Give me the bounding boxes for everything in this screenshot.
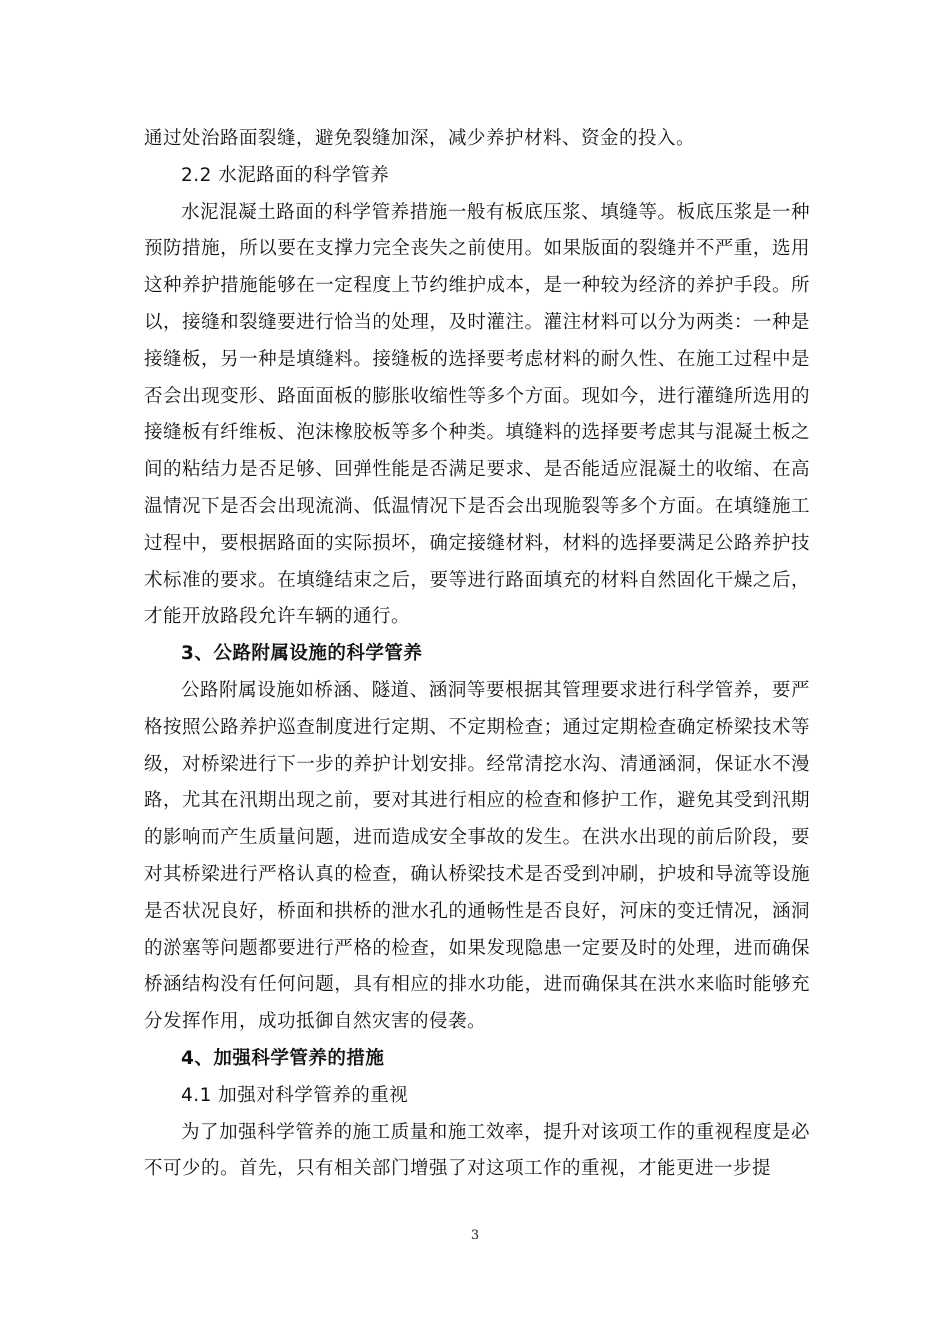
section-heading-3: 3、公路附属设施的科学管养 bbox=[181, 643, 423, 665]
section-heading-4-1: 4.1 加强对科学管养的重视 bbox=[181, 1084, 409, 1106]
paragraph-cement-pavement: 水泥混凝土路面的科学管养措施一般有板底压浆、填缝等。板底压浆是一种预防措施，所以要在支撑力完全丧失之前使用。如果版面的裂缝并不严重，选用这种养护措施能够在一定程度上节约维护成本，是一种较为经济的养护手段。所以，接缝和裂缝要进行恰当的处理，及时灌注。灌注材料可以分为两类：一种是接缝板，另一种是填缝料。接缝板的选择要考虑材料的耐久性、在施工过程中是否会出现变形、路面面板的膨胀收缩性等多个方面。现如今，进行灌缝所选用的接缝板有纤维板、泡沫橡胶板等多个种类。填缝料的选择要考虑其与混凝土板之间的粘结力是否足够、回弹性能是否满足要求、是否能适应混凝土的收缩、在高温情况下是否会出现流淌、低温情况下是否会出现脆裂等多个方面。在填缝施工过程中，要根据路面的实际损坏，确定接缝材料，材料的选择要满足公路养护技术标准的要求。在填缝结束之后，要等进行路面填充的材料自然固化干燥之后，才能开放路段允许车辆的通行。 bbox=[144, 201, 810, 628]
paragraph-emphasis: 为了加强科学管养的施工质量和施工效率，提升对该项工作的重视程度是必不可少的。首先，只有相关部门增强了对这项工作的重视，才能更进一步提 bbox=[144, 1121, 810, 1180]
section-heading-2-2: 2.2 水泥路面的科学管养 bbox=[181, 164, 390, 186]
page-body bbox=[144, 121, 810, 1188]
paragraph-ancillary-facilities: 公路附属设施如桥涵、隧道、涵洞等要根据其管理要求进行科学管养，要严格按照公路养护巡查制度进行定期、不定期检查；通过定期检查确定桥梁技术等级，对桥梁进行下一步的养护计划安排。经常清挖水沟、清通涵洞，保证水不漫路，尤其在汛期出现之前，要对其进行相应的检查和修护工作，避免其受到汛期的影响而产生质量问题，进而造成安全事故的发生。在洪水出现的前后阶段，要对其桥梁进行严格认真的检查，确认桥梁技术是否受到冲刷，护坡和导流等设施是否状况良好，桥面和拱桥的泄水孔的通畅性是否良好，河床的变迁情况，涵洞的淤塞等问题都要进行严格的检查，如果发现隐患一定要及时的处理，进而确保桥涵结构没有任何问题，具有相应的排水功能，进而确保其在洪水来临时能够充分发挥作用，成功抵御自然灾害的侵袭。 bbox=[144, 679, 810, 1033]
page-number: 3 bbox=[470, 1228, 480, 1243]
paragraph-continuation: 通过处治路面裂缝，避免裂缝加深，减少养护材料、资金的投入。 bbox=[144, 128, 696, 149]
section-heading-4: 4、加强科学管养的措施 bbox=[181, 1047, 385, 1069]
